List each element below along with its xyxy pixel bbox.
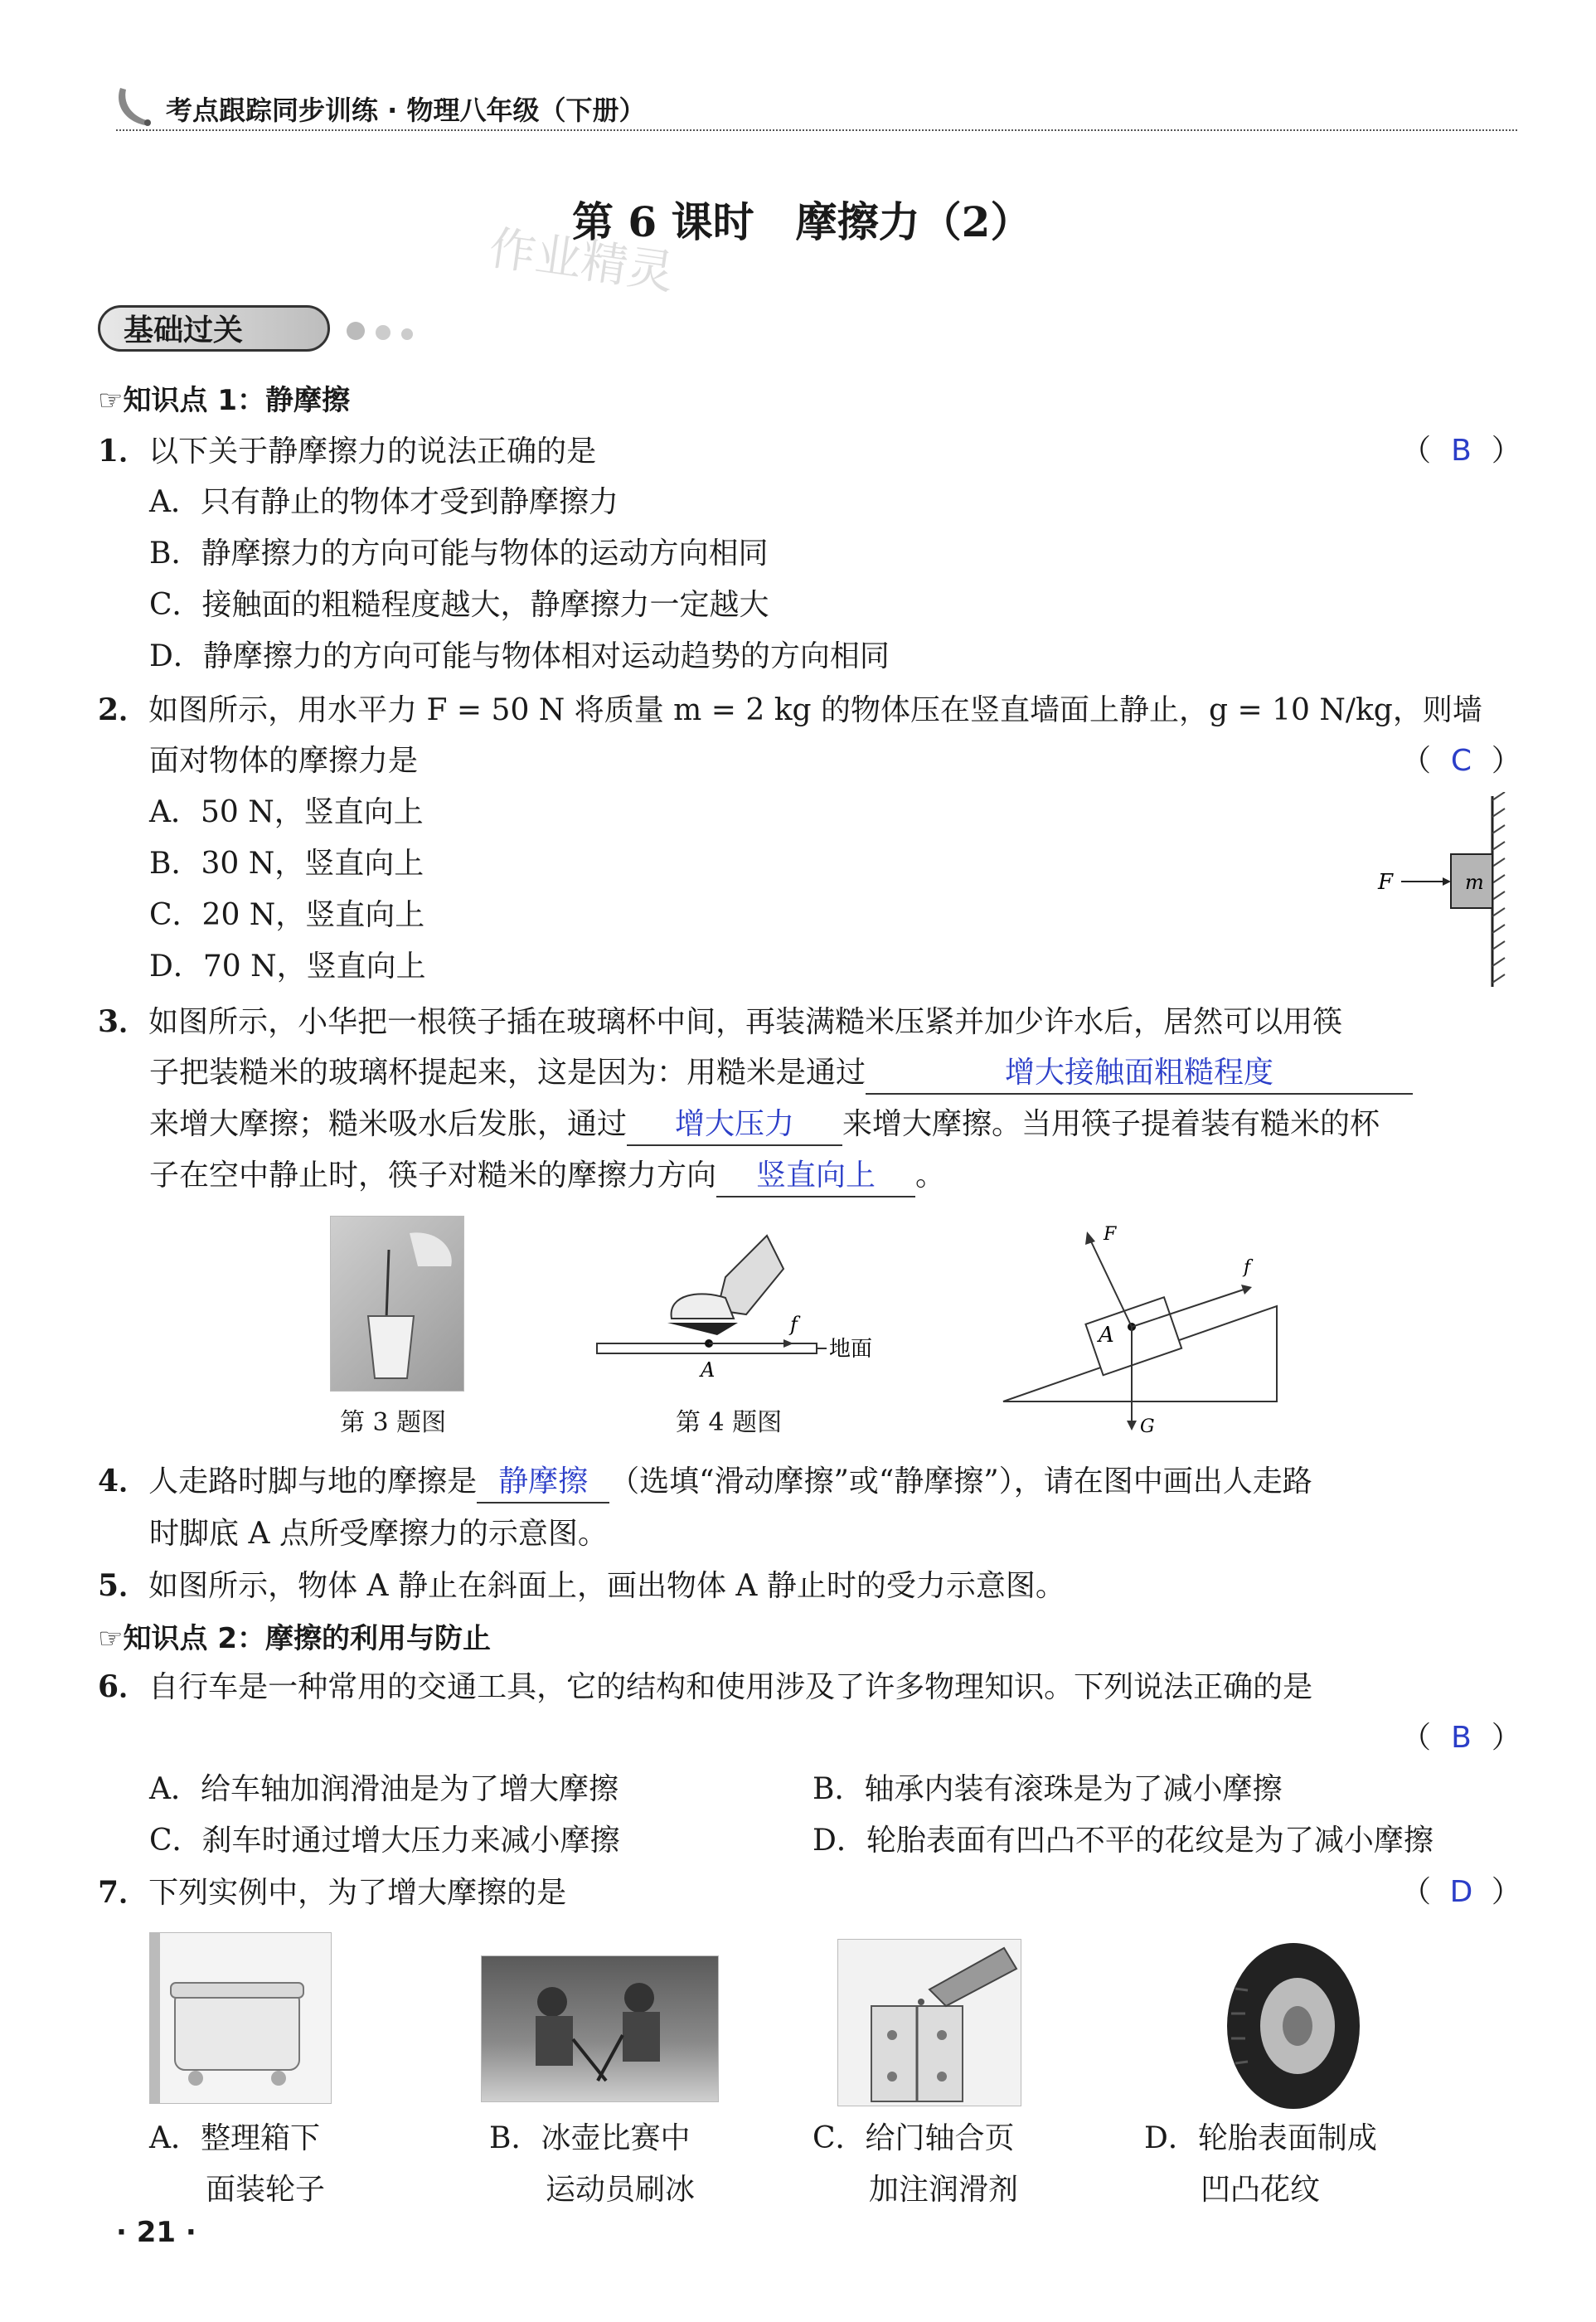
q3-text: 子把装糙米的玻璃杯提起来，这是因为：用糙米是通过: [149, 1056, 866, 1090]
question-number: 1．: [98, 434, 149, 469]
q2-option-a: A．50 N，竖直向上: [149, 795, 424, 829]
header: [108, 80, 1517, 138]
q3-blank-2: 增大压力: [627, 1105, 842, 1146]
knowledge-point-2: [98, 1615, 491, 1656]
curling-sweepers-illustration: [482, 1956, 718, 2101]
answer-choice: B: [1451, 434, 1472, 468]
figure-5-incline: [999, 1215, 1298, 1439]
question-3-line4: [149, 1156, 945, 1197]
q3-blank-3: 竖直向上: [716, 1156, 915, 1197]
knowledge-point-2-label: 知识点 2：摩擦的利用与防止: [123, 1622, 491, 1655]
watermark: 作业精灵: [485, 221, 677, 301]
q3-text: 子在空中静止时，筷子对糙米的摩擦力方向: [149, 1159, 717, 1193]
figure-5-label-a: A: [1099, 1323, 1114, 1348]
figure-4-shoe: [593, 1227, 891, 1393]
answer-choice: C: [1450, 744, 1472, 778]
q6-option-d: D．轮胎表面有凹凸不平的花纹是为了减小摩擦: [813, 1824, 1433, 1858]
header-rule: [116, 129, 1517, 131]
question-stem: 人走路时脚与地的摩擦是: [148, 1465, 478, 1499]
knowledge-point-1-label: 知识点 1：静摩擦: [123, 384, 350, 417]
q2-option-d: D．70 N，竖直向上: [149, 950, 426, 984]
q7-photo-c-door-hinge: [837, 1939, 1021, 2106]
question-stem: 以下关于静摩擦力的说法正确的是: [148, 435, 597, 469]
question-stem: 如图所示，用水平力 F = 50 N 将质量 m = 2 kg 的物体压在竖直墙面上静止，g = 10 N/kg，则墙: [148, 693, 1482, 727]
section-badge: [98, 305, 330, 355]
answer-choice: D: [1449, 1875, 1473, 1909]
q3-text: 来增大摩擦。当用筷子提着装有糙米的杯: [842, 1107, 1380, 1141]
tire-icon: [1219, 1939, 1368, 2113]
answer-paren-2: （ C ）: [1401, 741, 1521, 781]
q7-option-a-line1: A．整理箱下: [149, 2121, 320, 2155]
answer-paren-6: （ B ）: [1401, 1718, 1521, 1758]
figure-4-label-a: A: [701, 1358, 716, 1382]
q7-option-d: [1144, 2113, 1377, 2216]
figure-3-caption: 第 3 题图: [340, 1408, 447, 1437]
badge-dots: [347, 322, 413, 343]
question-3: [98, 1002, 1342, 1042]
storage-box-illustration: [150, 1933, 331, 2103]
question-6: [98, 1667, 1312, 1707]
door-hinge-illustration: [838, 1940, 1021, 2106]
question-2-line2: 面对物体的摩擦力是: [149, 744, 419, 778]
knowledge-point-1: [98, 377, 350, 418]
q6-option-a: A．给车轴加润滑油是为了增大摩擦: [149, 1772, 619, 1806]
question-stem: 如图所示，物体 A 静止在斜面上，画出物体 A 静止时的受力示意图。: [148, 1569, 1065, 1603]
q7-option-b: [489, 2113, 695, 2216]
question-stem: （选填“滑动摩擦”或“静摩擦”），请在图中画出人走路: [609, 1465, 1312, 1499]
question-3-line2: [149, 1053, 1413, 1095]
answer-choice: B: [1451, 1721, 1472, 1755]
q7-option-c-line1: C．给门轴合页: [813, 2121, 1015, 2155]
question-number: 5．: [98, 1568, 149, 1603]
figure-3-photo: [330, 1216, 464, 1392]
question-number: 4．: [98, 1464, 149, 1499]
q7-photo-d-tire: [1219, 1939, 1368, 2113]
lesson-title: 第 6 课时 摩擦力（2）: [572, 197, 1032, 246]
q3-text: 来增大摩擦；糙米吸水后发胀，通过: [149, 1107, 628, 1141]
figure-4-caption: 第 4 题图: [676, 1408, 783, 1437]
figure-5-label-f: f: [1244, 1257, 1251, 1278]
q7-option-c: [813, 2113, 1018, 2216]
q6-option-c: C．刹车时通过增大压力来减小摩擦: [149, 1824, 620, 1858]
q1-option-d: D．静摩擦力的方向可能与物体相对运动趋势的方向相同: [149, 639, 890, 673]
q7-option-a: [149, 2113, 325, 2216]
q1-option-c: C．接触面的粗糙程度越大，静摩擦力一定越大: [149, 588, 769, 622]
question-number: 2．: [98, 692, 149, 727]
answer-paren-7: （ D ）: [1401, 1873, 1521, 1912]
q7-photo-b-curling: [481, 1955, 719, 2102]
question-number: 7．: [98, 1875, 149, 1910]
q3-text: 。: [915, 1159, 946, 1193]
glass-cup-illustration: [331, 1217, 463, 1391]
question-5: [98, 1566, 1065, 1606]
question-stem: 如图所示，小华把一根筷子插在玻璃杯中间，再装满糙米压紧并加少许水后，居然可以用筷: [148, 1005, 1343, 1039]
figure-label-f: F: [1378, 870, 1394, 895]
figure-4-label-ground: 地面: [829, 1337, 873, 1362]
figure-q2-wall-block: [1368, 792, 1509, 991]
question-number: 3．: [98, 1004, 149, 1039]
question-stem: 自行车是一种常用的交通工具，它的结构和使用涉及了许多物理知识。下列说法正确的是: [148, 1670, 1313, 1704]
figure-label-m: m: [1465, 871, 1484, 894]
figure-4-label-f: f: [790, 1313, 798, 1336]
q7-option-d-line2: 凹凸花纹: [1201, 2173, 1321, 2207]
q1-option-a: A．只有静止的物体才受到静摩擦力: [149, 485, 619, 519]
section-badge-label: 基础过关: [98, 305, 330, 352]
q1-option-b: B．静摩擦力的方向可能与物体的运动方向相同: [149, 537, 769, 571]
pointing-hand-icon: ☞: [98, 1622, 124, 1655]
q2-option-c: C．20 N，竖直向上: [149, 898, 425, 932]
question-1: [98, 431, 596, 472]
q7-option-d-line1: D．轮胎表面制成: [1144, 2121, 1377, 2155]
question-2: [98, 690, 1482, 731]
q4-blank: 静摩擦: [477, 1462, 609, 1503]
q7-option-a-line2: 面装轮子: [206, 2173, 326, 2207]
pointing-hand-icon: ☞: [98, 384, 124, 417]
answer-paren-1: （ B ）: [1401, 431, 1521, 471]
q3-blank-1: 增大接触面粗糙程度: [866, 1053, 1413, 1095]
page-number: · 21 ·: [116, 2216, 196, 2249]
question-number: 6．: [98, 1669, 149, 1704]
question-4: [98, 1461, 1312, 1503]
q7-option-b-line2: 运动员刷冰: [546, 2173, 696, 2207]
q6-option-b: B．轴承内装有滚珠是为了减小摩擦: [813, 1772, 1283, 1806]
figure-5-label-G: G: [1140, 1416, 1155, 1437]
question-stem: 下列实例中，为了增大摩擦的是: [148, 1876, 567, 1910]
q7-photo-a-storage-box: [149, 1932, 332, 2104]
header-title: 考点跟踪同步训练 · 物理八年级（下册）: [166, 95, 646, 126]
q7-option-c-line2: 加注润滑剂: [869, 2173, 1019, 2207]
question-7: [98, 1873, 566, 1913]
q7-option-b-line1: B．冰壶比赛中: [489, 2121, 691, 2155]
question-4-line2: 时脚底 A 点所受摩擦力的示意图。: [149, 1517, 608, 1551]
q2-option-b: B．30 N，竖直向上: [149, 847, 424, 881]
question-3-line3: [149, 1105, 1380, 1146]
figure-5-label-F: F: [1104, 1224, 1117, 1245]
